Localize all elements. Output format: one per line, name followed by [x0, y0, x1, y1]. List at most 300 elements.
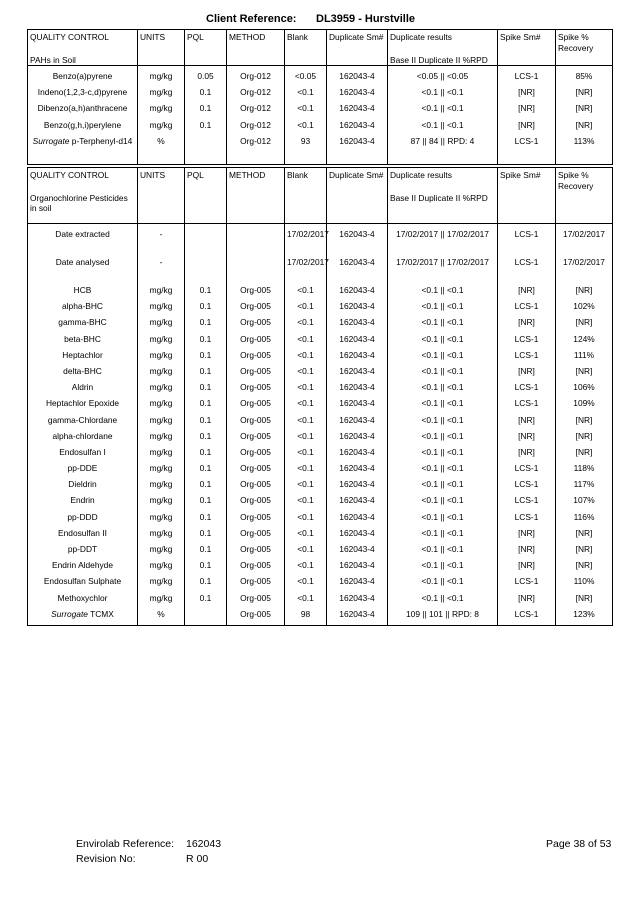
cell-spike-sm: [NR]: [498, 560, 556, 576]
cell-spike-sm: LCS-1: [498, 350, 556, 366]
cell-method: Org-005: [227, 431, 285, 447]
ocp-qc-table: [27, 167, 613, 626]
cell-spike-rec: 123%: [556, 609, 613, 626]
cell-dup-sm: 162043-4: [327, 528, 388, 544]
cell-pql: 0.1: [185, 431, 227, 447]
cell-dup-sm: 162043-4: [327, 136, 388, 165]
col-header-method: METHOD: [227, 30, 285, 66]
table-row: [28, 301, 613, 317]
cell-blank: 93: [285, 136, 327, 165]
cell-name: delta-BHC: [28, 366, 138, 382]
cell-name: alpha-chlordane: [28, 431, 138, 447]
cell-spike-sm: [NR]: [498, 544, 556, 560]
cell-dup-res: <0.1 || <0.1: [388, 528, 498, 544]
cell-method: Org-005: [227, 334, 285, 350]
table-row: [28, 334, 613, 350]
col-header-spike-sm: Spike Sm#: [498, 168, 556, 224]
cell-method: Org-005: [227, 301, 285, 317]
cell-units: mg/kg: [138, 398, 185, 414]
cell-name: Endosulfan II: [28, 528, 138, 544]
cell-pql: 0.1: [185, 87, 227, 103]
col-header-dup-sm: Duplicate Sm#: [327, 168, 388, 224]
cell-method: Org-012: [227, 103, 285, 119]
cell-name: gamma-Chlordane: [28, 415, 138, 431]
cell-method: Org-005: [227, 447, 285, 463]
cell-dup-res: 109 || 101 || RPD: 8: [388, 609, 498, 626]
cell-dup-res: <0.1 || <0.1: [388, 398, 498, 414]
cell-spike-rec: 124%: [556, 334, 613, 350]
cell-blank: <0.05: [285, 71, 327, 87]
cell-pql: [185, 136, 227, 165]
cell-units: mg/kg: [138, 317, 185, 333]
cell-spike-rec: 116%: [556, 512, 613, 528]
cell-dup-sm: 162043-4: [327, 512, 388, 528]
cell-pql: 0.1: [185, 120, 227, 136]
revision-label: Revision No:: [76, 853, 136, 865]
cell-dup-sm: 162043-4: [327, 431, 388, 447]
cell-blank: <0.1: [285, 366, 327, 382]
cell-spike-rec: 110%: [556, 576, 613, 592]
cell-dup-res: <0.1 || <0.1: [388, 334, 498, 350]
cell-spike-rec: [NR]: [556, 431, 613, 447]
cell-blank: <0.1: [285, 120, 327, 136]
cell-dup-sm: 162043-4: [327, 71, 388, 87]
cell-dup-sm: 162043-4: [327, 103, 388, 119]
cell-pql: 0.1: [185, 593, 227, 609]
cell-dup-sm: 162043-4: [327, 366, 388, 382]
cell-dup-sm: 162043-4: [327, 334, 388, 350]
table-row: [28, 576, 613, 592]
cell-units: %: [138, 136, 185, 165]
cell-method: Org-005: [227, 398, 285, 414]
cell-spike-sm: [NR]: [498, 87, 556, 103]
cell-blank: <0.1: [285, 415, 327, 431]
cell-dup-sm: 162043-4: [327, 285, 388, 301]
cell-dup-res: <0.1 || <0.1: [388, 431, 498, 447]
cell-dup-res: <0.1 || <0.1: [388, 103, 498, 119]
cell-pql: 0.1: [185, 301, 227, 317]
cell-dup-sm: 162043-4: [327, 495, 388, 511]
cell-spike-sm: [NR]: [498, 447, 556, 463]
cell-name: Benzo(g,h,i)perylene: [28, 120, 138, 136]
cell-name: Benzo(a)pyrene: [28, 71, 138, 87]
cell-blank: <0.1: [285, 398, 327, 414]
cell-units: mg/kg: [138, 447, 185, 463]
cell-name: Date extracted: [28, 229, 138, 257]
cell-spike-sm: LCS-1: [498, 463, 556, 479]
col-header-qc: QUALITY CONTROL Organochlorine Pesticides in soil: [28, 168, 138, 224]
cell-pql: [185, 609, 227, 626]
cell-spike-sm: [NR]: [498, 415, 556, 431]
cell-blank: <0.1: [285, 447, 327, 463]
cell-spike-rec: 118%: [556, 463, 613, 479]
cell-pql: 0.1: [185, 576, 227, 592]
col-header-pql: PQL: [185, 30, 227, 66]
cell-method: Org-005: [227, 544, 285, 560]
cell-spike-rec: 117%: [556, 479, 613, 495]
cell-blank: <0.1: [285, 495, 327, 511]
cell-dup-sm: 162043-4: [327, 576, 388, 592]
cell-dup-res: <0.1 || <0.1: [388, 560, 498, 576]
cell-pql: 0.1: [185, 350, 227, 366]
cell-spike-rec: 17/02/2017: [556, 229, 613, 257]
table-row: [28, 415, 613, 431]
cell-dup-res: <0.1 || <0.1: [388, 447, 498, 463]
cell-blank: <0.1: [285, 431, 327, 447]
pah-qc-table: [27, 29, 613, 165]
cell-units: mg/kg: [138, 301, 185, 317]
cell-name: gamma-BHC: [28, 317, 138, 333]
cell-spike-sm: [NR]: [498, 366, 556, 382]
cell-blank: <0.1: [285, 512, 327, 528]
cell-blank: 98: [285, 609, 327, 626]
cell-name: Dieldrin: [28, 479, 138, 495]
cell-pql: 0.1: [185, 560, 227, 576]
cell-method: Org-012: [227, 136, 285, 165]
cell-method: Org-012: [227, 87, 285, 103]
cell-units: mg/kg: [138, 285, 185, 301]
cell-dup-sm: 162043-4: [327, 593, 388, 609]
cell-blank: <0.1: [285, 463, 327, 479]
table-row: [28, 350, 613, 366]
cell-method: Org-005: [227, 366, 285, 382]
cell-method: Org-005: [227, 560, 285, 576]
cell-method: Org-005: [227, 512, 285, 528]
cell-dup-sm: 162043-4: [327, 447, 388, 463]
cell-dup-res: <0.1 || <0.1: [388, 317, 498, 333]
cell-name: pp-DDE: [28, 463, 138, 479]
cell-method: Org-005: [227, 317, 285, 333]
cell-pql: 0.1: [185, 528, 227, 544]
cell-method: Org-005: [227, 495, 285, 511]
table-row: [28, 229, 613, 257]
table-row: [28, 103, 613, 119]
cell-name: Endrin Aldehyde: [28, 560, 138, 576]
cell-units: mg/kg: [138, 463, 185, 479]
cell-blank: 17/02/2017: [285, 229, 327, 257]
cell-dup-res: <0.05 || <0.05: [388, 71, 498, 87]
cell-dup-res: <0.1 || <0.1: [388, 301, 498, 317]
col-header-units: UNITS: [138, 30, 185, 66]
cell-method: Org-005: [227, 576, 285, 592]
cell-dup-sm: 162043-4: [327, 463, 388, 479]
table-row: [28, 120, 613, 136]
cell-spike-rec: 113%: [556, 136, 613, 165]
cell-units: -: [138, 257, 185, 285]
cell-dup-sm: 162043-4: [327, 317, 388, 333]
cell-method: Org-005: [227, 479, 285, 495]
cell-spike-rec: 109%: [556, 398, 613, 414]
cell-dup-res: <0.1 || <0.1: [388, 576, 498, 592]
table-row: [28, 398, 613, 414]
cell-dup-res: <0.1 || <0.1: [388, 285, 498, 301]
cell-blank: <0.1: [285, 382, 327, 398]
cell-units: mg/kg: [138, 528, 185, 544]
page-number: Page 38 of 53: [546, 838, 612, 850]
cell-dup-res: <0.1 || <0.1: [388, 415, 498, 431]
cell-spike-rec: [NR]: [556, 317, 613, 333]
cell-units: mg/kg: [138, 512, 185, 528]
cell-dup-res: <0.1 || <0.1: [388, 512, 498, 528]
cell-units: mg/kg: [138, 415, 185, 431]
surrogate-name: p-Terphenyl-d14: [69, 135, 133, 146]
cell-name: alpha-BHC: [28, 301, 138, 317]
table-row: [28, 495, 613, 511]
col-header-pql: PQL: [185, 168, 227, 224]
table-row: [28, 512, 613, 528]
surrogate-name: TCMX: [87, 608, 114, 619]
cell-spike-sm: LCS-1: [498, 576, 556, 592]
cell-pql: 0.1: [185, 366, 227, 382]
cell-spike-rec: 111%: [556, 350, 613, 366]
cell-spike-rec: 85%: [556, 71, 613, 87]
cell-dup-sm: 162043-4: [327, 398, 388, 414]
cell-name: HCB: [28, 285, 138, 301]
cell-name: Heptachlor Epoxide: [28, 398, 138, 414]
col-header-dup-results: Duplicate results Base II Duplicate II %RPD: [388, 30, 498, 66]
cell-method: Org-005: [227, 593, 285, 609]
cell-pql: [185, 229, 227, 257]
cell-method: Org-005: [227, 528, 285, 544]
cell-spike-rec: [NR]: [556, 120, 613, 136]
surrogate-prefix: Surrogate: [51, 608, 88, 619]
cell-dup-res: 17/02/2017 || 17/02/2017: [388, 257, 498, 285]
client-reference-label: Client Reference:: [206, 13, 297, 25]
cell-spike-rec: [NR]: [556, 544, 613, 560]
cell-method: Org-005: [227, 463, 285, 479]
cell-units: mg/kg: [138, 103, 185, 119]
cell-dup-sm: 162043-4: [327, 560, 388, 576]
cell-spike-sm: [NR]: [498, 431, 556, 447]
cell-pql: 0.1: [185, 398, 227, 414]
col-header-method: METHOD: [227, 168, 285, 224]
table-row: [28, 317, 613, 333]
cell-spike-sm: [NR]: [498, 285, 556, 301]
cell-dup-res: 87 || 84 || RPD: 4: [388, 136, 498, 165]
cell-units: -: [138, 229, 185, 257]
surrogate-prefix: Surrogate: [32, 135, 70, 146]
cell-name: beta-BHC: [28, 334, 138, 350]
cell-pql: 0.1: [185, 382, 227, 398]
cell-blank: <0.1: [285, 544, 327, 560]
cell-pql: [185, 257, 227, 285]
cell-dup-res: <0.1 || <0.1: [388, 120, 498, 136]
cell-dup-res: <0.1 || <0.1: [388, 495, 498, 511]
cell-pql: 0.1: [185, 415, 227, 431]
cell-spike-sm: [NR]: [498, 528, 556, 544]
cell-units: mg/kg: [138, 382, 185, 398]
cell-spike-rec: [NR]: [556, 103, 613, 119]
cell-spike-rec: 102%: [556, 301, 613, 317]
cell-name: Heptachlor: [28, 350, 138, 366]
cell-units: mg/kg: [138, 544, 185, 560]
cell-units: %: [138, 609, 185, 626]
cell-dup-res: 17/02/2017 || 17/02/2017: [388, 229, 498, 257]
cell-units: mg/kg: [138, 120, 185, 136]
client-reference-value: DL3959 - Hurstville: [316, 13, 416, 25]
table-row: [28, 71, 613, 87]
cell-spike-sm: LCS-1: [498, 398, 556, 414]
col-header-units: UNITS: [138, 168, 185, 224]
cell-pql: 0.1: [185, 495, 227, 511]
table-row: [28, 136, 613, 165]
cell-blank: <0.1: [285, 87, 327, 103]
cell-dup-sm: 162043-4: [327, 120, 388, 136]
col-header-blank: Blank: [285, 30, 327, 66]
cell-blank: <0.1: [285, 576, 327, 592]
cell-name: [28, 609, 138, 626]
cell-pql: 0.1: [185, 285, 227, 301]
pah-header-row: [28, 30, 613, 66]
cell-method: Org-005: [227, 382, 285, 398]
cell-blank: <0.1: [285, 103, 327, 119]
cell-units: mg/kg: [138, 495, 185, 511]
cell-method: [227, 257, 285, 285]
cell-units: mg/kg: [138, 71, 185, 87]
envirolab-ref-label: Envirolab Reference:: [76, 838, 175, 850]
table-row: [28, 382, 613, 398]
cell-spike-sm: [NR]: [498, 120, 556, 136]
col-header-qc: QUALITY CONTROL PAHs in Soil: [28, 30, 138, 66]
cell-dup-res: <0.1 || <0.1: [388, 87, 498, 103]
cell-pql: 0.1: [185, 544, 227, 560]
cell-dup-sm: 162043-4: [327, 229, 388, 257]
cell-dup-res: <0.1 || <0.1: [388, 382, 498, 398]
cell-spike-sm: [NR]: [498, 317, 556, 333]
cell-dup-sm: 162043-4: [327, 257, 388, 285]
cell-spike-rec: 17/02/2017: [556, 257, 613, 285]
cell-name: Endosulfan Sulphate: [28, 576, 138, 592]
cell-method: [227, 229, 285, 257]
cell-spike-sm: LCS-1: [498, 301, 556, 317]
cell-pql: 0.1: [185, 317, 227, 333]
cell-method: Org-005: [227, 350, 285, 366]
cell-blank: <0.1: [285, 593, 327, 609]
cell-name: Indeno(1,2,3-c,d)pyrene: [28, 87, 138, 103]
cell-blank: <0.1: [285, 350, 327, 366]
cell-dup-res: <0.1 || <0.1: [388, 479, 498, 495]
cell-name: pp-DDD: [28, 512, 138, 528]
cell-units: mg/kg: [138, 87, 185, 103]
cell-name: Methoxychlor: [28, 593, 138, 609]
cell-spike-rec: [NR]: [556, 285, 613, 301]
col-header-spike-rec: Spike % Recovery: [556, 168, 613, 224]
cell-units: mg/kg: [138, 560, 185, 576]
cell-pql: 0.1: [185, 103, 227, 119]
cell-method: Org-012: [227, 71, 285, 87]
table-row: [28, 431, 613, 447]
cell-units: mg/kg: [138, 593, 185, 609]
table-row: [28, 528, 613, 544]
cell-spike-sm: LCS-1: [498, 229, 556, 257]
cell-blank: <0.1: [285, 285, 327, 301]
table-row: [28, 285, 613, 301]
cell-units: mg/kg: [138, 334, 185, 350]
cell-pql: 0.1: [185, 512, 227, 528]
cell-dup-res: <0.1 || <0.1: [388, 350, 498, 366]
table-row: [28, 87, 613, 103]
cell-pql: 0.1: [185, 447, 227, 463]
col-header-blank: Blank: [285, 168, 327, 224]
cell-blank: <0.1: [285, 528, 327, 544]
cell-spike-sm: LCS-1: [498, 382, 556, 398]
cell-spike-rec: [NR]: [556, 87, 613, 103]
cell-dup-sm: 162043-4: [327, 479, 388, 495]
cell-method: Org-005: [227, 609, 285, 626]
table-row: [28, 447, 613, 463]
cell-dup-sm: 162043-4: [327, 544, 388, 560]
cell-spike-sm: [NR]: [498, 593, 556, 609]
col-header-dup-sm: Duplicate Sm#: [327, 30, 388, 66]
cell-spike-rec: [NR]: [556, 447, 613, 463]
cell-dup-res: <0.1 || <0.1: [388, 544, 498, 560]
cell-pql: 0.1: [185, 479, 227, 495]
cell-blank: <0.1: [285, 560, 327, 576]
cell-spike-sm: LCS-1: [498, 609, 556, 626]
cell-spike-rec: [NR]: [556, 528, 613, 544]
col-header-spike-sm: Spike Sm#: [498, 30, 556, 66]
cell-spike-rec: [NR]: [556, 593, 613, 609]
cell-dup-sm: 162043-4: [327, 87, 388, 103]
ocp-header-row: [28, 168, 613, 224]
cell-units: mg/kg: [138, 576, 185, 592]
table-row: [28, 257, 613, 285]
cell-spike-sm: LCS-1: [498, 495, 556, 511]
table-row: [28, 593, 613, 609]
cell-blank: <0.1: [285, 334, 327, 350]
cell-spike-rec: [NR]: [556, 560, 613, 576]
cell-spike-sm: LCS-1: [498, 257, 556, 285]
cell-units: mg/kg: [138, 431, 185, 447]
cell-spike-rec: 107%: [556, 495, 613, 511]
cell-dup-sm: 162043-4: [327, 609, 388, 626]
cell-name: [28, 136, 138, 165]
envirolab-ref-value: 162043: [186, 838, 222, 850]
col-header-spike-rec: Spike % Recovery: [556, 30, 613, 66]
cell-name: Endosulfan I: [28, 447, 138, 463]
cell-blank: <0.1: [285, 479, 327, 495]
cell-units: mg/kg: [138, 479, 185, 495]
col-header-dup-results: Duplicate results Base II Duplicate II %RPD: [388, 168, 498, 224]
cell-dup-sm: 162043-4: [327, 301, 388, 317]
cell-name: Aldrin: [28, 382, 138, 398]
cell-spike-sm: LCS-1: [498, 71, 556, 87]
cell-dup-sm: 162043-4: [327, 415, 388, 431]
cell-name: Dibenzo(a,h)anthracene: [28, 103, 138, 119]
cell-dup-res: <0.1 || <0.1: [388, 593, 498, 609]
cell-spike-sm: [NR]: [498, 103, 556, 119]
cell-pql: 0.05: [185, 71, 227, 87]
cell-method: Org-012: [227, 120, 285, 136]
cell-spike-rec: [NR]: [556, 415, 613, 431]
cell-spike-sm: LCS-1: [498, 136, 556, 165]
cell-name: pp-DDT: [28, 544, 138, 560]
revision-value: R 00: [186, 853, 209, 865]
table-row: [28, 463, 613, 479]
cell-method: Org-005: [227, 285, 285, 301]
cell-units: mg/kg: [138, 366, 185, 382]
cell-method: Org-005: [227, 415, 285, 431]
cell-dup-res: <0.1 || <0.1: [388, 463, 498, 479]
cell-spike-rec: [NR]: [556, 366, 613, 382]
cell-dup-res: <0.1 || <0.1: [388, 366, 498, 382]
cell-spike-sm: LCS-1: [498, 479, 556, 495]
cell-blank: 17/02/2017: [285, 257, 327, 285]
cell-blank: <0.1: [285, 301, 327, 317]
cell-dup-sm: 162043-4: [327, 382, 388, 398]
cell-dup-sm: 162043-4: [327, 350, 388, 366]
cell-name: Date analysed: [28, 257, 138, 285]
